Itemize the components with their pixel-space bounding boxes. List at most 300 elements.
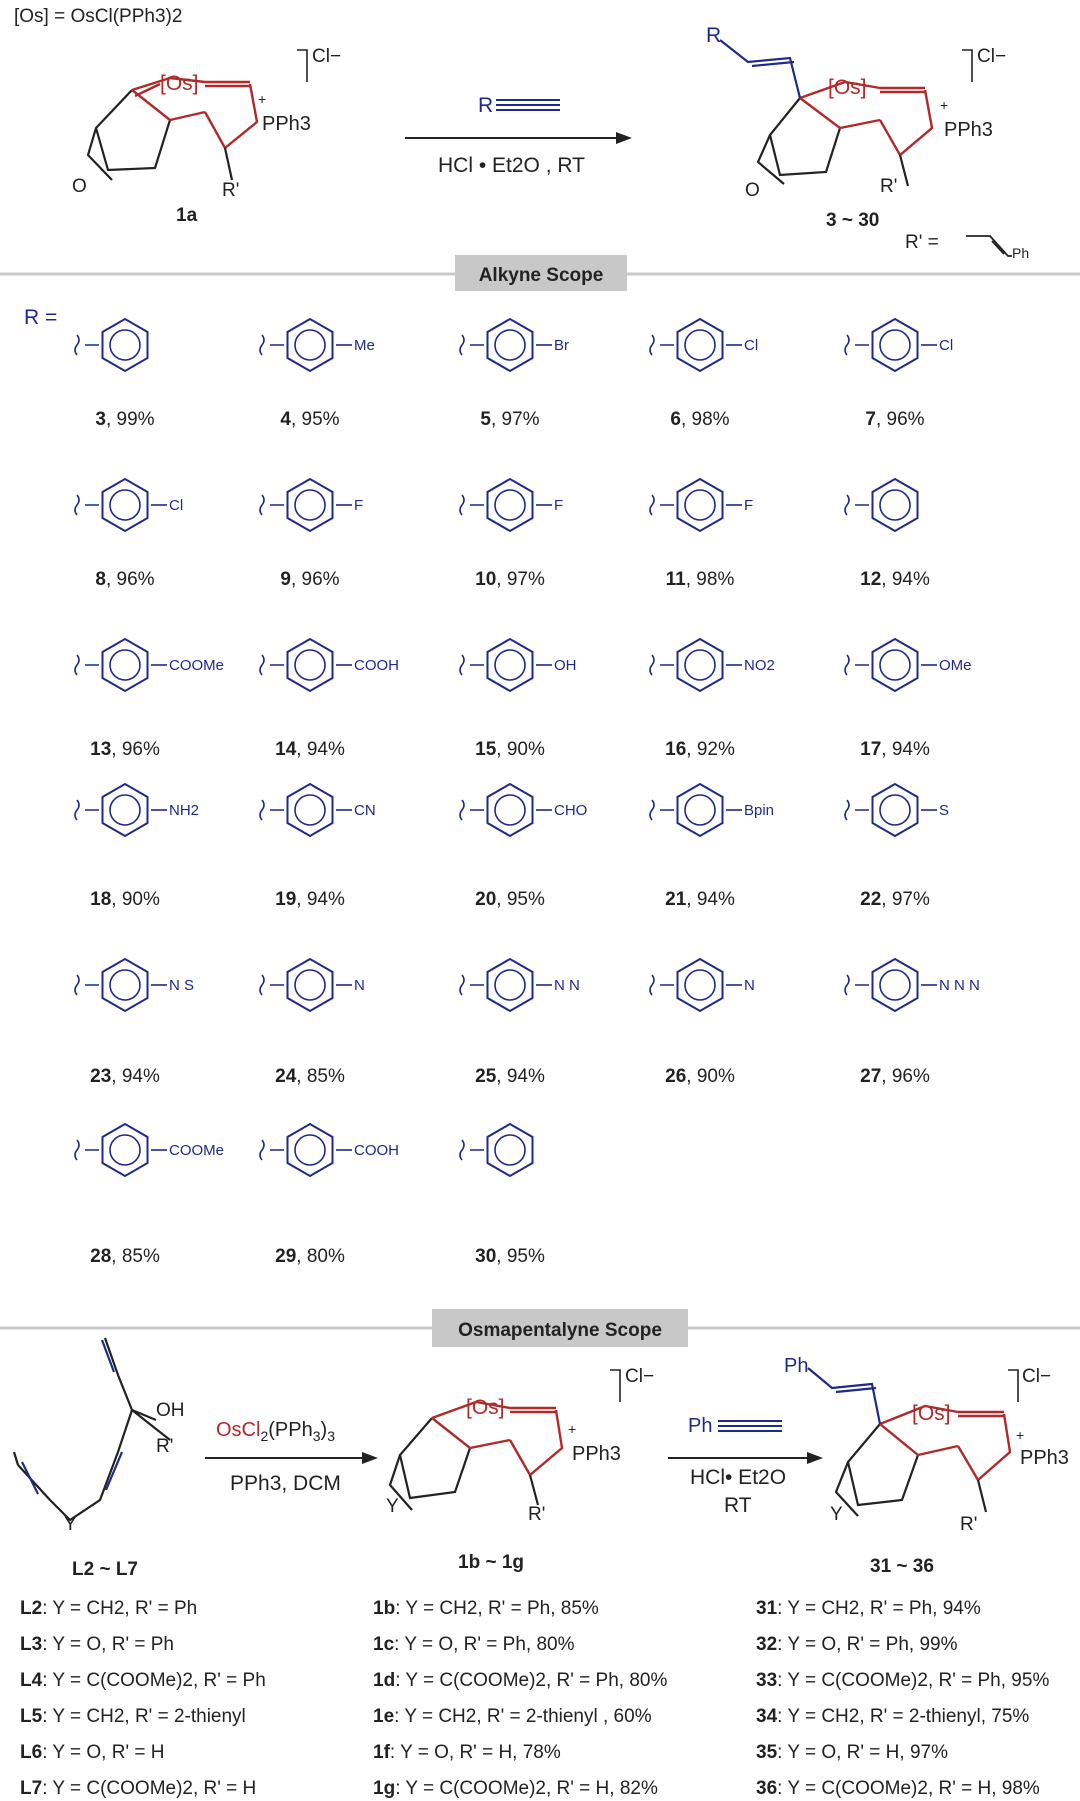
substituent-30 — [460, 1124, 545, 1267]
row-text: : Y = C(COOMe)2, R' = Ph, 95% — [777, 1670, 1050, 1691]
yield-value: , 96% — [290, 569, 340, 590]
ring-aromatic — [110, 650, 140, 680]
compound-number: 12 — [860, 569, 882, 590]
attachment-bond — [75, 1140, 99, 1160]
row-text: : Y = O, R' = Ph, 80% — [394, 1634, 575, 1655]
compound-number: 22 — [860, 889, 882, 910]
yield-label-28 — [90, 1246, 160, 1267]
compound-number: 26 — [665, 1066, 687, 1087]
scope-row-32 — [756, 1634, 958, 1655]
rprime-label-product: R' — [880, 176, 898, 197]
row-id: L4 — [20, 1670, 43, 1691]
substituent-label: N N — [554, 977, 580, 994]
row-id: L3 — [20, 1634, 43, 1655]
substituent-26 — [650, 959, 755, 1087]
compound-number: 15 — [475, 739, 497, 760]
ring-aromatic — [110, 330, 140, 360]
yield-label-21 — [665, 889, 735, 910]
substituent-23 — [75, 959, 194, 1087]
rprime-definition: R' = — [905, 232, 939, 253]
substituent-label: N S — [169, 977, 195, 994]
plus-charge-product: + — [940, 97, 949, 113]
yield-label-7 — [865, 409, 924, 430]
yield-label-30 — [475, 1246, 545, 1267]
substituent-6 — [650, 319, 758, 430]
row-text: : Y = O, R' = H — [42, 1742, 165, 1763]
attachment-bond — [650, 495, 674, 515]
yield-value: , 90% — [686, 1066, 735, 1087]
yield-value: , 96% — [105, 569, 155, 590]
substituent-3 — [75, 319, 155, 430]
step1-reagent — [216, 1419, 335, 1444]
yield-label-6 — [670, 409, 729, 430]
row-text: : Y = CH2, R' = Ph, 85% — [395, 1598, 599, 1619]
ring-aromatic — [295, 795, 325, 825]
row-id: 1b — [373, 1598, 396, 1619]
ring-aromatic — [880, 970, 910, 1000]
yield-label-20 — [475, 889, 545, 910]
rprime-styryl — [966, 236, 1012, 256]
row-id: 1g — [373, 1778, 396, 1799]
substituent-label: Cl — [744, 337, 759, 354]
alkyne-scope-grid — [75, 319, 980, 1267]
attachment-bond — [460, 335, 484, 355]
ring-aromatic — [495, 1135, 525, 1165]
attachment-bond — [845, 800, 869, 820]
attachment-bond — [75, 975, 99, 995]
substituent-20 — [460, 784, 587, 910]
substituent-label: CN — [354, 802, 376, 819]
compound-number: 13 — [90, 739, 112, 760]
ring-aromatic — [880, 490, 910, 520]
scope-row-1g — [373, 1778, 658, 1799]
ligand-label: L2 ~ L7 — [72, 1559, 138, 1580]
scope-row-1e — [373, 1706, 652, 1727]
ring-aromatic — [110, 970, 140, 1000]
yield-value: , 96% — [111, 739, 160, 760]
row-id: L2 — [20, 1598, 43, 1619]
yield-value: , 99% — [105, 409, 155, 430]
row-id: 34 — [756, 1706, 778, 1727]
scope-row-1c — [373, 1634, 575, 1655]
scope-row-1f — [373, 1742, 561, 1763]
counterion-product2: Cl− — [1022, 1366, 1052, 1387]
step1-conditions: PPh3, DCM — [230, 1472, 341, 1495]
yield-value: , 94% — [881, 739, 930, 760]
yield-value: , 95% — [290, 409, 340, 430]
substituent-28 — [75, 1124, 224, 1267]
substituent-8 — [75, 479, 183, 590]
compound-number: 30 — [475, 1246, 497, 1267]
attachment-bond — [260, 1140, 284, 1160]
yield-label-13 — [90, 739, 160, 760]
substituent-15 — [460, 639, 577, 760]
attachment-bond — [460, 655, 484, 675]
yield-value: , 85% — [111, 1246, 160, 1267]
substituent-label: OMe — [939, 657, 972, 674]
yield-value: , 95% — [496, 889, 545, 910]
attachment-bond — [650, 800, 674, 820]
reagent-r: R — [478, 94, 494, 117]
scope-row-35 — [756, 1742, 948, 1763]
substituent-label: Me — [354, 337, 375, 354]
ring-aromatic — [295, 490, 325, 520]
yield-label-16 — [665, 739, 735, 760]
compound-number: 18 — [90, 889, 112, 910]
row-text: : Y = C(COOMe)2, R' = H, 82% — [395, 1778, 658, 1799]
y-product: Y — [830, 1504, 843, 1525]
ligand-structure — [14, 1338, 170, 1520]
attachment-bond — [650, 975, 674, 995]
compound-number: 17 — [860, 739, 882, 760]
yield-label-8 — [95, 569, 154, 590]
yield-value: , 98% — [680, 409, 730, 430]
os-label-product: [Os] — [828, 76, 867, 99]
yield-label-17 — [860, 739, 930, 760]
os-sub-2: 2 — [260, 1428, 269, 1444]
substituent-16 — [650, 639, 775, 760]
phenylacetylene-bond — [718, 1421, 782, 1431]
oh-label: OH — [156, 1400, 185, 1421]
row-id: 31 — [756, 1598, 778, 1619]
substituent-14 — [260, 639, 399, 760]
substituent-11 — [650, 479, 753, 590]
row-text: : Y = C(COOMe)2, R' = Ph — [42, 1670, 266, 1691]
yield-value: , 94% — [881, 569, 930, 590]
compound-number: 8 — [95, 569, 106, 590]
ring-aromatic — [110, 490, 140, 520]
os-sub-3a: 3 — [312, 1428, 321, 1444]
ring-aromatic — [685, 490, 715, 520]
ring-aromatic — [110, 795, 140, 825]
yield-value: , 92% — [686, 739, 735, 760]
row-id: 33 — [756, 1670, 778, 1691]
substituent-label: N — [354, 977, 365, 994]
yield-value: , 94% — [296, 739, 345, 760]
arrow-head-2 — [362, 1452, 378, 1464]
rprime-intermediate: R' — [528, 1504, 546, 1525]
scope-row-1b — [373, 1598, 599, 1619]
scope-row-36 — [756, 1778, 1040, 1799]
yield-label-22 — [860, 889, 930, 910]
row-id: 32 — [756, 1634, 778, 1655]
counterion-product: Cl− — [977, 46, 1007, 67]
rprime-product2: R' — [960, 1514, 978, 1535]
yield-label-15 — [475, 739, 545, 760]
counterion-intermediate: Cl− — [625, 1366, 655, 1387]
row-id: L5 — [20, 1706, 43, 1727]
substituent-18 — [75, 784, 199, 910]
compound-number: 25 — [475, 1066, 497, 1087]
substituent-17 — [845, 639, 972, 760]
row-id: 35 — [756, 1742, 778, 1763]
conditions-1: HCl • Et2O , RT — [438, 154, 585, 177]
substituent-5 — [460, 319, 569, 430]
yield-value: , 80% — [296, 1246, 345, 1267]
substituent-label: COOH — [354, 657, 399, 674]
substituent-label: Bpin — [744, 802, 775, 819]
yield-value: , 97% — [881, 889, 930, 910]
attachment-bond — [845, 975, 869, 995]
scope-row-33 — [756, 1670, 1049, 1691]
step2-conditions-1: HCl• Et2O — [690, 1466, 787, 1489]
compound-number: 3 — [95, 409, 106, 430]
attachment-bond — [460, 495, 484, 515]
ring-aromatic — [880, 330, 910, 360]
substituent-label: NO2 — [744, 657, 775, 674]
substituent-label: S — [939, 802, 950, 819]
compound-number: 21 — [665, 889, 687, 910]
ring-aromatic — [880, 650, 910, 680]
plus-product2: + — [1016, 1427, 1025, 1443]
ring-aromatic — [495, 795, 525, 825]
attachment-bond — [460, 800, 484, 820]
reactant-label: 1a — [176, 205, 198, 226]
step2-conditions-2: RT — [724, 1494, 752, 1517]
substituent-12 — [845, 479, 930, 590]
yield-label-3 — [95, 409, 154, 430]
substituent-22 — [845, 784, 949, 910]
yield-value: , 94% — [296, 889, 345, 910]
yield-label-5 — [480, 409, 539, 430]
compound-number: 9 — [280, 569, 291, 590]
yield-label-10 — [475, 569, 545, 590]
bracket-intermediate — [610, 1370, 620, 1402]
compound-number: 7 — [865, 409, 876, 430]
scope-row-L4 — [20, 1670, 266, 1691]
os-definition: [Os] = OsCl(PPh3)2 — [14, 6, 183, 27]
substituent-4 — [260, 319, 375, 430]
yield-value: , 97% — [490, 409, 540, 430]
banner-alkyne: Alkyne Scope — [478, 265, 604, 286]
scope-row-31 — [756, 1598, 981, 1619]
ring-aromatic — [495, 490, 525, 520]
yield-value: , 94% — [111, 1066, 160, 1087]
attachment-bond — [260, 975, 284, 995]
r-label-product: R — [706, 24, 722, 47]
yield-label-9 — [280, 569, 339, 590]
arrow-head-1 — [616, 132, 632, 144]
yield-value: , 94% — [496, 1066, 545, 1087]
substituent-label: N N N — [939, 977, 980, 994]
compound-number: 11 — [665, 569, 686, 590]
substituent-10 — [460, 479, 563, 590]
row-text: : Y = CH2, R' = 2-thienyl — [42, 1706, 246, 1727]
product-3-30-structure — [720, 40, 932, 186]
yield-value: , 95% — [496, 1246, 545, 1267]
substituent-19 — [260, 784, 376, 910]
row-id: 1e — [373, 1706, 395, 1727]
row-text: : Y = O, R' = H, 97% — [777, 1742, 948, 1763]
substituent-label: COOMe — [169, 657, 225, 674]
row-text: : Y = CH2, R' = Ph — [42, 1598, 198, 1619]
ring-aromatic — [495, 970, 525, 1000]
ring-aromatic — [110, 1135, 140, 1165]
bracket-1a — [297, 50, 307, 82]
substituent-label: N — [744, 977, 755, 994]
yield-value: , 94% — [686, 889, 735, 910]
y-intermediate: Y — [386, 1496, 399, 1517]
compound-number: 19 — [275, 889, 297, 910]
row-text: : Y = C(COOMe)2, R' = Ph, 80% — [395, 1670, 668, 1691]
rprime-ligand: R' — [156, 1436, 174, 1457]
arrow-head-3 — [807, 1452, 823, 1464]
yield-value: , 98% — [685, 569, 735, 590]
scope-row-1d — [373, 1670, 667, 1691]
yield-label-19 — [275, 889, 345, 910]
pph3-label-1a: PPh3 — [262, 113, 311, 135]
yield-label-12 — [860, 569, 930, 590]
bracket-product — [962, 50, 972, 82]
scope-row-L5 — [20, 1706, 246, 1727]
attachment-bond — [75, 800, 99, 820]
attachment-bond — [650, 655, 674, 675]
rprime-label-1a: R' — [222, 180, 240, 201]
attachment-bond — [260, 655, 284, 675]
substituent-label: F — [354, 497, 364, 514]
step2-reagent: Ph — [688, 1415, 713, 1437]
scope-row-L3 — [20, 1634, 174, 1655]
row-text: : Y = O, R' = Ph, 99% — [777, 1634, 958, 1655]
substituent-24 — [260, 959, 365, 1087]
compound-number: 16 — [665, 739, 687, 760]
ring-aromatic — [295, 1135, 325, 1165]
compound-number: 5 — [480, 409, 491, 430]
row-id: 36 — [756, 1778, 778, 1799]
yield-label-4 — [280, 409, 339, 430]
row-text: : Y = O, R' = H, 78% — [389, 1742, 561, 1763]
pph3-product2: PPh3 — [1020, 1447, 1069, 1469]
substituent-13 — [75, 639, 224, 760]
attachment-bond — [260, 335, 284, 355]
os-close: ) — [320, 1419, 328, 1441]
product-31-36-structure — [808, 1368, 1010, 1516]
ring-aromatic — [685, 970, 715, 1000]
substituent-label: F — [744, 497, 754, 514]
attachment-bond — [845, 495, 869, 515]
ring-aromatic — [685, 650, 715, 680]
substituent-label: COOH — [354, 1142, 399, 1159]
attachment-bond — [260, 495, 284, 515]
ph-label-header: Ph — [1012, 245, 1030, 261]
banner-osma: Osmapentalyne Scope — [458, 1320, 662, 1341]
row-id: 1d — [373, 1670, 396, 1691]
scope-row-L6 — [20, 1742, 164, 1763]
ring-aromatic — [685, 795, 715, 825]
scope-row-L2 — [20, 1598, 197, 1619]
ring-aromatic — [495, 330, 525, 360]
scope-table — [20, 1598, 1049, 1799]
row-text: : Y = C(COOMe)2, R' = H — [42, 1778, 257, 1799]
attachment-bond — [460, 1140, 484, 1160]
row-text: : Y = O, R' = Ph — [42, 1634, 174, 1655]
compound-number: 24 — [275, 1066, 297, 1087]
row-text: : Y = C(COOMe)2, R' = H, 98% — [777, 1778, 1040, 1799]
attachment-bond — [75, 495, 99, 515]
yield-label-25 — [475, 1066, 545, 1087]
yield-value: , 96% — [875, 409, 925, 430]
yield-value: , 90% — [111, 889, 160, 910]
plus-charge-1a: + — [258, 91, 267, 107]
ring-aromatic — [295, 650, 325, 680]
bracket-product2 — [1008, 1370, 1018, 1402]
substituent-21 — [650, 784, 774, 910]
plus-intermediate: + — [568, 1421, 577, 1437]
attachment-bond — [260, 800, 284, 820]
alkyne-reagent-bond — [496, 100, 560, 110]
oxygen-atom-product: O — [745, 180, 760, 201]
substituent-label: NH2 — [169, 802, 200, 819]
compound-number: 20 — [475, 889, 497, 910]
compound-number: 23 — [90, 1066, 112, 1087]
compound-number: 27 — [860, 1066, 882, 1087]
row-id: 1f — [373, 1742, 390, 1763]
row-id: 1c — [373, 1634, 395, 1655]
compound-number: 10 — [475, 569, 497, 590]
ring-aromatic — [495, 650, 525, 680]
substituent-9 — [260, 479, 363, 590]
yield-label-29 — [275, 1246, 345, 1267]
os-pph3: (PPh — [268, 1419, 313, 1441]
scope-row-34 — [756, 1706, 1029, 1727]
compound-number: 4 — [280, 409, 291, 430]
substituent-label: Br — [554, 337, 569, 354]
yield-label-27 — [860, 1066, 930, 1087]
attachment-bond — [75, 335, 99, 355]
compound-number: 6 — [670, 409, 681, 430]
row-text: : Y = CH2, R' = 2-thienyl, 75% — [777, 1706, 1030, 1727]
row-id: L7 — [20, 1778, 43, 1799]
yield-label-24 — [275, 1066, 345, 1087]
yield-label-11 — [666, 569, 735, 590]
os-sub-3b: 3 — [327, 1428, 335, 1444]
substituent-label: CHO — [554, 802, 588, 819]
substituent-label: F — [554, 497, 564, 514]
substituent-label: Cl — [939, 337, 954, 354]
os-label-intermediate: [Os] — [466, 1396, 505, 1419]
pph3-label-product: PPh3 — [944, 119, 993, 141]
counterion-1a: Cl− — [312, 46, 342, 67]
intermediate-label: 1b ~ 1g — [458, 1552, 524, 1573]
y-ligand: Y — [64, 1514, 77, 1535]
r-equals: R = — [24, 306, 58, 329]
compound-number: 14 — [275, 739, 297, 760]
oxygen-atom: O — [72, 176, 87, 197]
os-prefix: OsCl — [216, 1419, 261, 1441]
ring-aromatic — [685, 330, 715, 360]
yield-label-14 — [275, 739, 345, 760]
product2-label: 31 ~ 36 — [870, 1556, 934, 1577]
yield-label-23 — [90, 1066, 160, 1087]
yield-value: , 85% — [296, 1066, 345, 1087]
yield-label-18 — [90, 889, 160, 910]
attachment-bond — [845, 655, 869, 675]
attachment-bond — [460, 975, 484, 995]
product-label: 3 ~ 30 — [826, 210, 880, 231]
os-label-1a: [Os] — [160, 72, 199, 95]
yield-label-26 — [665, 1066, 735, 1087]
compound-number: 28 — [90, 1246, 112, 1267]
ring-aromatic — [295, 970, 325, 1000]
substituent-25 — [460, 959, 580, 1087]
compound-number: 29 — [275, 1246, 297, 1267]
row-text: : Y = CH2, R' = 2-thienyl , 60% — [394, 1706, 652, 1727]
substituent-7 — [845, 319, 953, 430]
substituent-27 — [845, 959, 980, 1087]
pph3-intermediate: PPh3 — [572, 1443, 621, 1465]
attachment-bond — [75, 655, 99, 675]
substituent-29 — [260, 1124, 399, 1267]
